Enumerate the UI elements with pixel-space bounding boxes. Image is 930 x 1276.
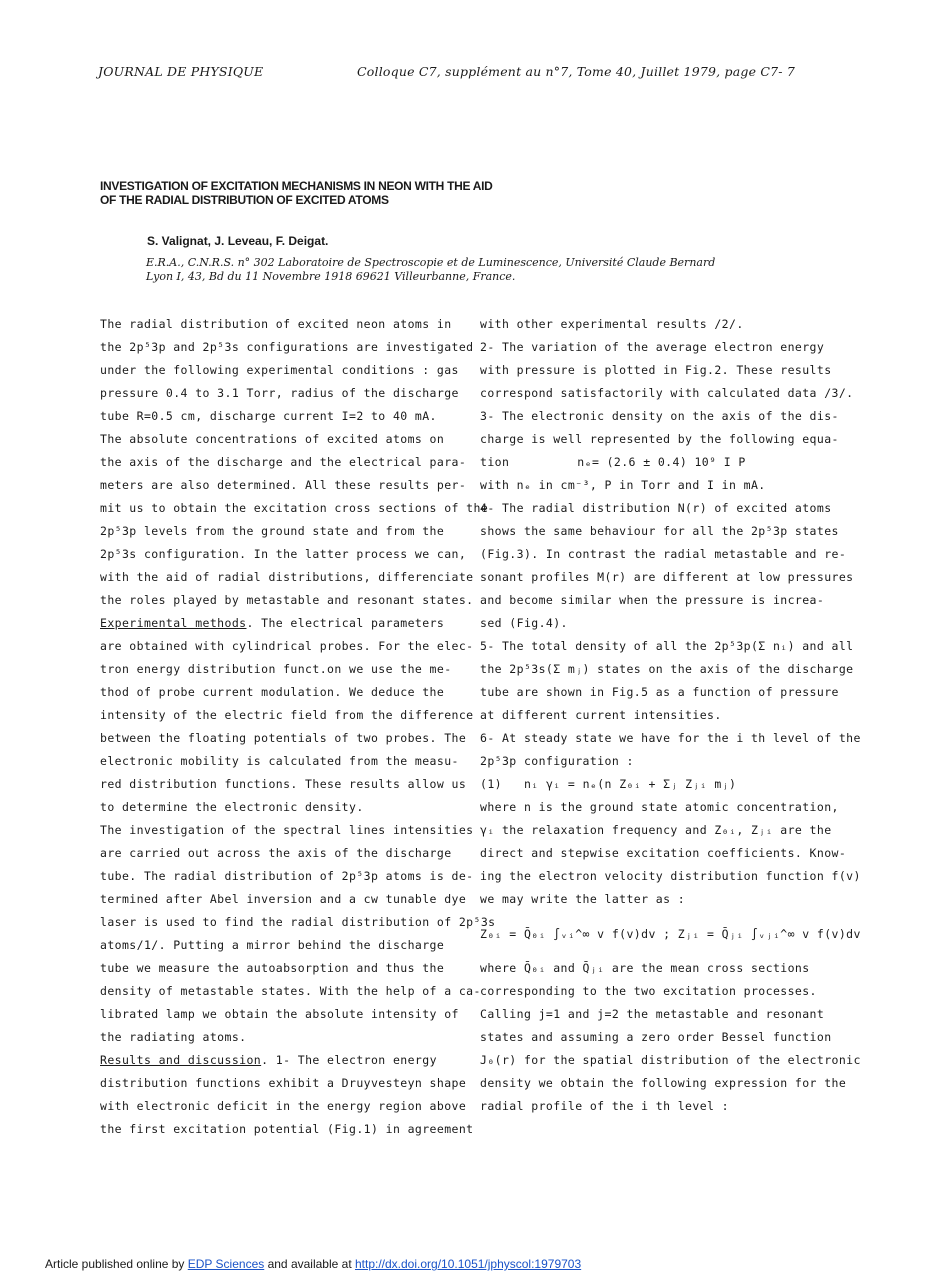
- text-line: with the aid of radial distributions, differenciate: [100, 570, 474, 584]
- text-line: the roles played by metastable and resonant states.: [100, 593, 474, 607]
- affiliation: [146, 256, 715, 284]
- text-line: sonant profiles M(r) are different at low pressures: [480, 570, 854, 584]
- text-line: with other experimental results /2/.: [480, 317, 744, 331]
- text-line: pressure 0.4 to 3.1 Torr, radius of the discharge: [100, 386, 459, 400]
- text-line: between the floating potentials of two probes. The: [100, 731, 467, 745]
- text-line: density of metastable states. With the help of a ca-: [100, 984, 481, 998]
- text-line: tube. The radial distribution of 2p⁵3p atoms is de-: [100, 869, 474, 883]
- text-line: tron energy distribution funct.on we use the me-: [100, 662, 452, 676]
- text-line: The absolute concentrations of excited atoms on: [100, 432, 445, 446]
- text-line: J₀(r) for the spatial distribution of the electronic: [480, 1053, 861, 1067]
- text-line: with electronic deficit in the energy region above: [100, 1099, 467, 1113]
- text-line: atoms/1/. Putting a mirror behind the discharge: [100, 938, 445, 952]
- text-line: 5- The total density of all the 2p⁵3p(Σ nᵢ) and all: [480, 639, 854, 653]
- text-line: distribution functions exhibit a Druyvesteyn shape: [100, 1076, 467, 1090]
- text-line: the 2p⁵3s(Σ mⱼ) states on the axis of the discharge: [480, 662, 854, 676]
- text-line: the 2p⁵3p and 2p⁵3s configurations are investigated: [100, 340, 474, 354]
- text-line: Calling j=1 and j=2 the metastable and resonant: [480, 1007, 825, 1021]
- text-line: 6- At steady state we have for the i th level of the: [480, 731, 861, 745]
- text-line: correspond satisfactorily with calculated data /3/.: [480, 386, 854, 400]
- authors: S. Valignat, J. Leveau, F. Deigat.: [147, 234, 329, 248]
- electron-density-equation: nₑ= (2.6 ± 0.4) 10⁹ I P: [577, 455, 746, 469]
- text-line: 2- The variation of the average electron energy: [480, 340, 825, 354]
- left-column: [100, 313, 496, 1141]
- text-line: and become similar when the pressure is increa-: [480, 593, 825, 607]
- text-line: the axis of the discharge and the electrical para-: [100, 455, 467, 469]
- text-line: at different current intensities.: [480, 708, 722, 722]
- footer-prefix: Article published online by: [45, 1257, 188, 1271]
- title-line-1: INVESTIGATION OF EXCITATION MECHANISMS IN NEON WITH THE AID: [100, 179, 493, 193]
- text-line: red distribution functions. These results allow us: [100, 777, 467, 791]
- text-line: librated lamp we obtain the absolute intensity of: [100, 1007, 459, 1021]
- text-line: radial profile of the i th level :: [480, 1099, 730, 1113]
- title-line-2: OF THE RADIAL DISTRIBUTION OF EXCITED ATOMS: [100, 193, 389, 207]
- text-line: [480, 451, 840, 474]
- text-line: are carried out across the axis of the discharge: [100, 846, 452, 860]
- text-line: tube are shown in Fig.5 as a function of pressure: [480, 685, 839, 699]
- doi-link[interactable]: http://dx.doi.org/10.1051/jphyscol:1979703: [354, 1257, 582, 1271]
- text-span: . The electrical parameters: [246, 616, 445, 630]
- text-line: charge is well represented by the following equa-: [480, 432, 839, 446]
- text-line: [100, 1049, 460, 1072]
- text-line: The investigation of the spectral lines intensities: [100, 823, 474, 837]
- text-line: where Q̄₀ᵢ and Q̄ⱼᵢ are the mean cross sections: [480, 961, 810, 975]
- right-column: [480, 313, 861, 1118]
- publisher-link[interactable]: EDP Sciences: [187, 1257, 265, 1271]
- text-line: density we obtain the following expression for the: [480, 1076, 847, 1090]
- text-line: we may write the latter as :: [480, 892, 686, 906]
- text-line: laser is used to find the radial distribution of 2p⁵3s: [100, 915, 496, 929]
- text-line: [480, 773, 840, 796]
- text-line: with nₑ in cm⁻³, P in Torr and I in mA.: [480, 478, 766, 492]
- text-line: 3- The electronic density on the axis of the dis-: [480, 409, 839, 423]
- text-line: intensity of the electric field from the difference: [100, 708, 474, 722]
- publication-footer: [45, 1257, 581, 1271]
- affiliation-line-2: Lyon I, 43, Bd du 11 Novembre 1918 69621 Villeurbanne, France.: [146, 270, 516, 283]
- text-line: corresponding to the two excitation processes.: [480, 984, 817, 998]
- issue-citation: Colloque C7, supplément au n°7, Tome 40, Juillet 1979, page C7- 7: [357, 64, 796, 79]
- text-line: 2p⁵3s configuration. In the latter process we can,: [100, 547, 467, 561]
- text-line: tube R=0.5 cm, discharge current I=2 to 40 mA.: [100, 409, 437, 423]
- equation-number: (1): [480, 777, 502, 791]
- text-line: to determine the electronic density.: [100, 800, 364, 814]
- text-line: electronic mobility is calculated from the measu-: [100, 754, 459, 768]
- text-line: with pressure is plotted in Fig.2. These results: [480, 363, 832, 377]
- text-line: 2p⁵3p configuration :: [480, 754, 634, 768]
- text-line: the first excitation potential (Fig.1) in agreement: [100, 1122, 474, 1136]
- paper-title: [100, 179, 493, 207]
- text-line: The radial distribution of excited neon atoms in: [100, 317, 452, 331]
- text-span: tion: [480, 455, 510, 469]
- text-line: mit us to obtain the excitation cross sections of the: [100, 501, 489, 515]
- text-line: where n is the ground state atomic concentration,: [480, 800, 839, 814]
- section-heading-experimental-methods: Experimental methods: [100, 616, 247, 630]
- text-span: . 1- The electron energy: [261, 1053, 437, 1067]
- text-line: under the following experimental conditions : gas: [100, 363, 459, 377]
- text-line: tube we measure the autoabsorption and thus the: [100, 961, 445, 975]
- text-line: ing the electron velocity distribution function f(v): [480, 869, 861, 883]
- text-line: are obtained with cylindrical probes. For the elec-: [100, 639, 474, 653]
- text-line: thod of probe current modulation. We deduce the: [100, 685, 445, 699]
- text-line: meters are also determined. All these results per-: [100, 478, 467, 492]
- steady-state-equation: nᵢ γᵢ = nₑ(n Z₀ᵢ + Σⱼ Zⱼᵢ mⱼ): [523, 777, 737, 791]
- text-line: (Fig.3). In contrast the radial metastable and re-: [480, 547, 847, 561]
- excitation-coefficient-equation: Z₀ᵢ = Q̄₀ᵢ ∫ᵥᵢ^∞ v f(v)dv ; Zⱼᵢ = Q̄ⱼᵢ ∫ᵥⱼᵢ^∞ v f(v)dv: [480, 927, 861, 941]
- text-line: shows the same behaviour for all the 2p⁵3p states: [480, 524, 839, 538]
- text-line: 2p⁵3p levels from the ground state and from the: [100, 524, 445, 538]
- text-line: states and assuming a zero order Bessel function: [480, 1030, 832, 1044]
- text-line: 4- The radial distribution N(r) of excited atoms: [480, 501, 832, 515]
- journal-name: JOURNAL DE PHYSIQUE: [98, 64, 264, 79]
- affiliation-line-1: E.R.A., C.N.R.S. n° 302 Laboratoire de Spectroscopie et de Luminescence, Université Claude Bernard: [146, 256, 716, 269]
- text-line: [100, 612, 460, 635]
- text-line: termined after Abel inversion and a cw tunable dye: [100, 892, 467, 906]
- text-line: the radiating atoms.: [100, 1030, 247, 1044]
- section-heading-results: Results and discussion: [100, 1053, 262, 1067]
- text-line: sed (Fig.4).: [480, 616, 568, 630]
- text-line: [480, 911, 861, 957]
- text-line: γᵢ the relaxation frequency and Z₀ᵢ, Zⱼᵢ are the: [480, 823, 832, 837]
- text-line: direct and stepwise excitation coefficients. Know-: [480, 846, 847, 860]
- footer-middle: and available at: [264, 1257, 355, 1271]
